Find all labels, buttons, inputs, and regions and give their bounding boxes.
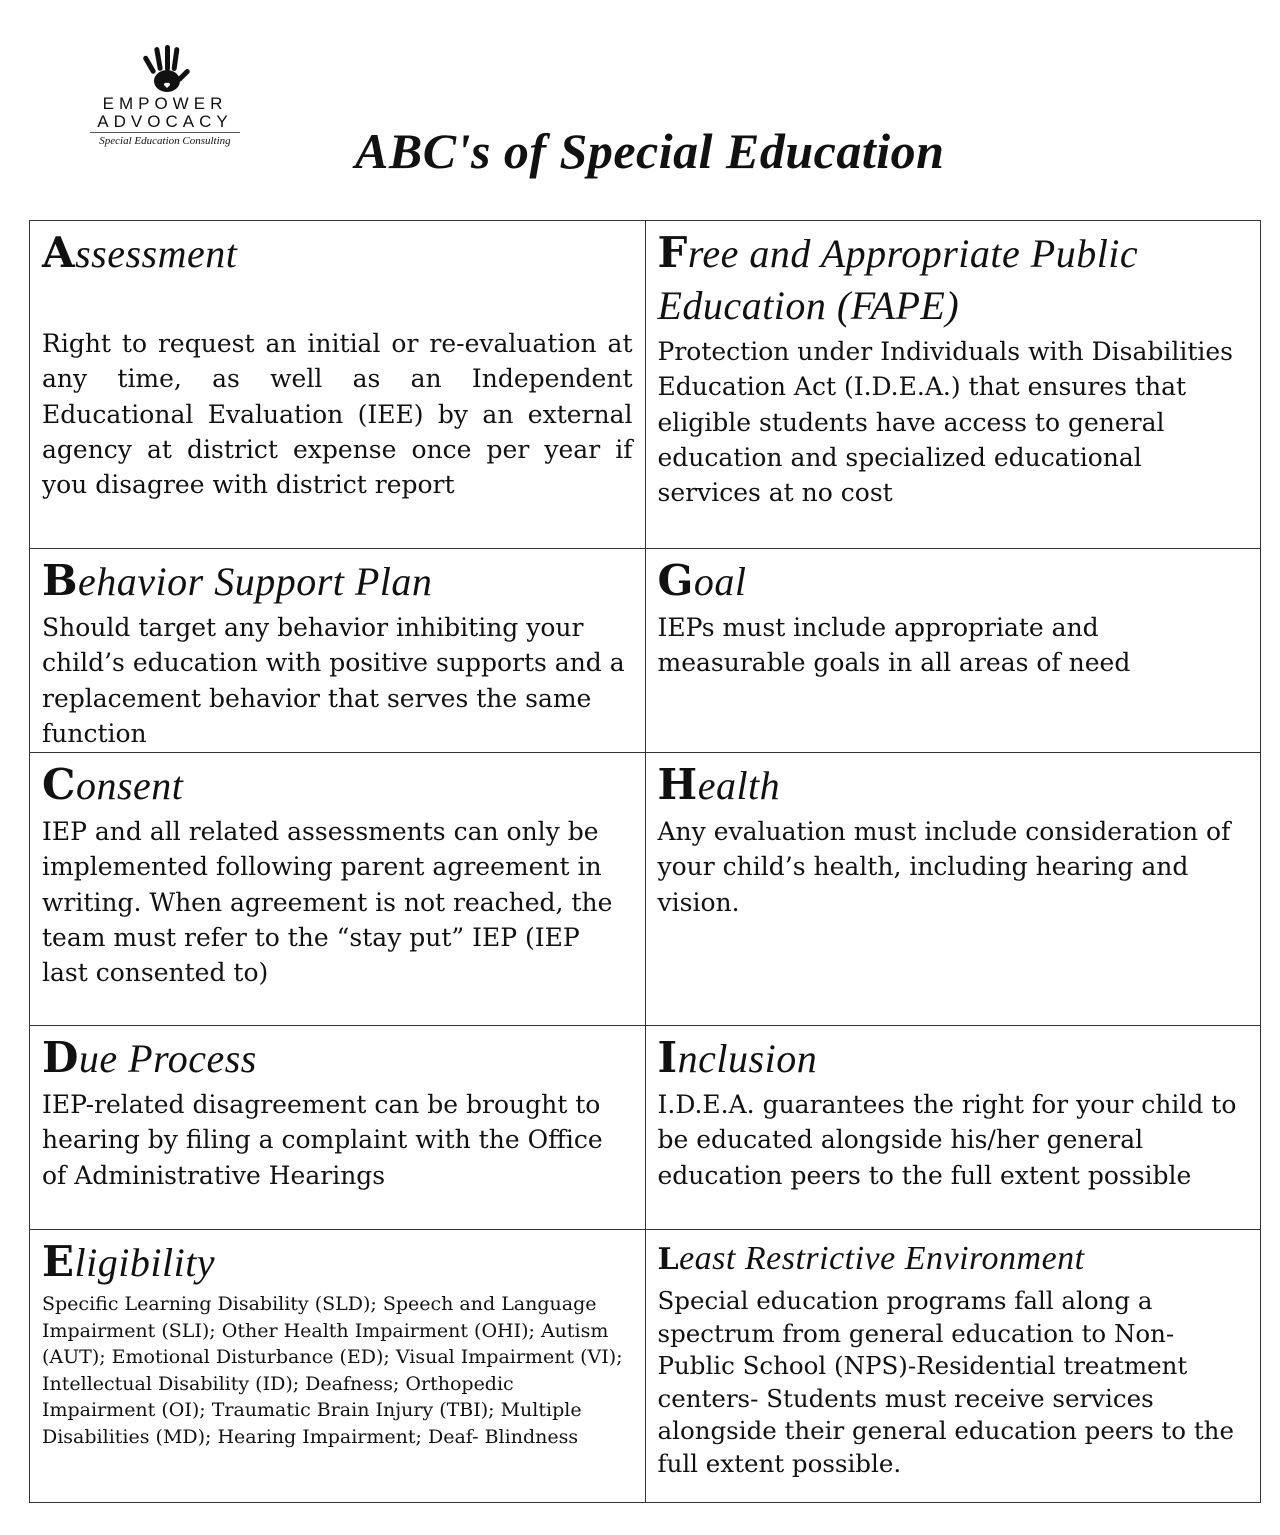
- cell-body: Specific Learning Disability (SLD); Speech and Language Impairment (SLI); Other Health Impairment (OHI); Autism (AUT); Emotional Disturbance (ED); Visual Impairment (VI); Intellectual Disability (ID); Deafness; Orthopedic Impairment (OI); Traumatic Brain Injury (TBI); Multiple Disabilities (MD); Hearing Impairment; Deaf- Blindness: [42, 1293, 623, 1448]
- cell-body: Protection under Individuals with Disabilities Education Act (I.D.E.A.) that ensures that eligible students have access to general education and specialized educational services at no cost: [657, 337, 1234, 508]
- heading-initial: A: [42, 228, 76, 277]
- cell-assessment: [30, 221, 646, 549]
- heading-initial: B: [42, 556, 78, 605]
- heading-initial: I: [657, 1033, 678, 1082]
- heading-initial: E: [42, 1237, 75, 1286]
- heading-rest: east Restrictive Environment: [679, 1240, 1085, 1277]
- cell-fape: [645, 221, 1261, 549]
- table-row: [30, 1026, 1261, 1230]
- logo-line-1: EMPOWER: [102, 94, 228, 113]
- heading-initial: L: [657, 1242, 680, 1277]
- cell-heading: [42, 1236, 633, 1289]
- cell-heading: [42, 759, 633, 812]
- cell-goal: [645, 549, 1261, 753]
- table-row: [30, 549, 1261, 753]
- heading-initial: D: [42, 1033, 79, 1082]
- cell-body: Any evaluation must include consideration of your child’s health, including hearing and vision.: [657, 817, 1231, 917]
- page-title: ABC's of Special Education: [355, 123, 945, 179]
- cell-body: IEP-related disagreement can be brought to hearing by filing a complaint with the Office of Administrative Hearings: [42, 1090, 603, 1190]
- logo-tagline: Special Education Consulting: [99, 135, 231, 147]
- handprint-icon: [135, 45, 195, 95]
- cell-consent: [30, 753, 646, 1026]
- heading-initial: F: [657, 228, 688, 277]
- cell-heading: [658, 555, 1249, 608]
- cell-body: IEP and all related assessments can only be implemented following parent agreement in writing. When agreement is not reached, the team must refer to the “stay put” IEP (IEP last consented to): [42, 817, 613, 988]
- cell-heading: [42, 555, 633, 608]
- table-row: [30, 753, 1261, 1026]
- cell-behavior-support-plan: [30, 549, 646, 753]
- heading-rest: ree and Appropriate Public Education (FAPE): [657, 231, 1139, 328]
- heading-initial: G: [657, 556, 694, 605]
- cell-heading: [658, 1032, 1249, 1085]
- cell-body: I.D.E.A. guarantees the right for your child to be educated alongside his/her general education peers to the full extent possible: [657, 1090, 1237, 1190]
- cell-due-process: [30, 1026, 646, 1230]
- cell-heading: [42, 227, 633, 280]
- cell-health: [645, 753, 1261, 1026]
- heading-rest: ssessment: [75, 231, 238, 276]
- cell-body: Should target any behavior inhibiting your child’s education with positive supports and a replacement behavior that serves the same function: [42, 613, 625, 748]
- heading-rest: ue Process: [78, 1036, 257, 1081]
- heading-initial: C: [42, 760, 76, 809]
- heading-rest: ligibility: [74, 1240, 216, 1285]
- heading-initial: H: [657, 760, 698, 809]
- heading-rest: ehavior Support Plan: [78, 559, 433, 604]
- cell-inclusion: [645, 1026, 1261, 1230]
- logo-line-2: ADVOCACY: [97, 112, 233, 131]
- logo-divider: [90, 132, 240, 133]
- table-row: [30, 1230, 1261, 1503]
- heading-rest: onsent: [75, 763, 184, 808]
- cell-body: Right to request an initial or re-evaluation at any time, as well as an Independent Educational Evaluation (IEE) by an external agency at district expense once per year if you disagree with district report: [42, 329, 633, 500]
- cell-eligibility: [30, 1230, 646, 1503]
- cell-least-restrictive-environment: [645, 1230, 1261, 1503]
- table-row: [30, 221, 1261, 549]
- logo: [80, 45, 250, 147]
- cell-body: Special education programs fall along a spectrum from general education to Non-Public School (NPS)-Residential treatment centers- Students must receive services alongside their general education peers to the full extent possible.: [657, 1286, 1234, 1478]
- heading-rest: oal: [693, 559, 747, 604]
- cell-heading: [658, 1236, 1249, 1283]
- cell-heading: [658, 759, 1249, 812]
- heading-rest: ealth: [697, 763, 781, 808]
- heading-rest: nclusion: [677, 1036, 818, 1081]
- abc-table: [29, 220, 1261, 1503]
- cell-heading: [658, 227, 1218, 332]
- cell-heading: [42, 1032, 633, 1085]
- cell-body: IEPs must include appropriate and measurable goals in all areas of need: [657, 613, 1131, 678]
